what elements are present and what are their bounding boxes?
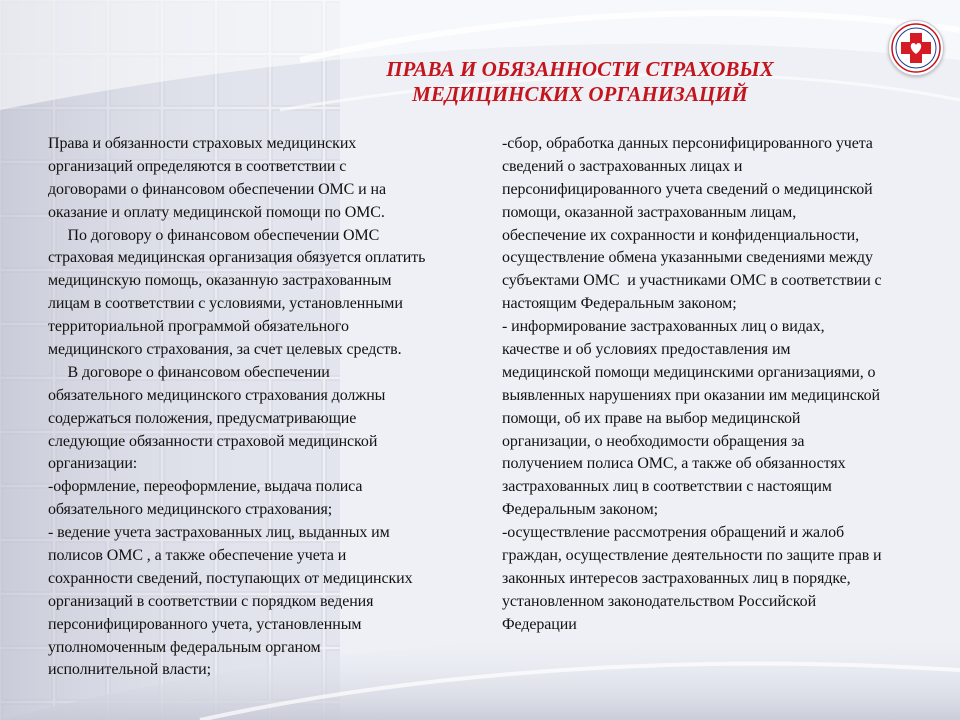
text-line: обеспечение их сохранности и конфиденциальности, [502,226,860,244]
text-line: выявленных нарушениях при оказании им медицинской [502,386,881,404]
title-line-1: ПРАВА И ОБЯЗАННОСТИ СТРАХОВЫХ [386,57,774,81]
text-line: обязательного медицинского страхования; [48,501,333,519]
text-line: медицинского страхования, за счет целевых средств. [48,341,402,359]
text-line: уполномоченным федеральным органом [48,638,321,656]
text-line: медицинскую помощь, оказанную застрахованным [48,272,392,290]
text-line: субъектами ОМС и участниками ОМС в соответствии с [502,272,882,290]
text-line: получением полиса ОМС, а также об обязанностях [502,455,846,473]
text-line: оказание и оплату медицинской помощи по ОМС. [48,203,385,221]
text-line: помощи, оказанной застрахованным лицам, [502,203,797,221]
text-line: медицинской помощи медицинскими организациями, о [502,363,876,381]
title-line-2: МЕДИЦИНСКИХ ОРГАНИЗАЦИЙ [412,82,748,106]
text-line: - ведение учета застрахованных лиц, выданных им [48,524,390,542]
text-line: граждан, осуществление деятельности по защите прав и [502,547,882,565]
text-line: -оформление, переоформление, выдача полиса [48,478,363,496]
left-text-column [48,133,425,682]
text-line: качестве и об условиях предоставления им [502,341,791,359]
text-line: организации, о необходимости обращения за [502,432,805,450]
text-line: -осуществление рассмотрения обращений и жалоб [502,524,845,542]
text-line: По договору о финансовом обеспечении ОМС [48,226,380,244]
text-line: установленном законодательством Российской [502,592,817,610]
text-line: Права и обязанности страховых медицинских [48,135,357,152]
text-line: полисов ОМС , а также обеспечение учета и [48,547,347,565]
text-line: договорами о финансовом обеспечении ОМС и на [48,180,386,198]
text-line: организаций определяются в соответствии с [48,157,347,175]
text-line: организаций в соответствии с порядком ведения [48,592,374,610]
text-line: исполнительной власти; [48,661,211,679]
text-line: лицам в соответствии с условиями, установленными [48,295,403,313]
slide-title [320,57,840,107]
text-line: персонифицированного учета, установленным [48,615,362,633]
text-line: следующие обязанности страховой медицинской [48,432,378,450]
text-line: осуществление обмена указанными сведениями между [502,249,873,267]
text-line: персонифицированного учета сведений о медицинской [502,180,873,198]
text-line: обязательного медицинского страхования должны [48,386,386,404]
text-line: организации: [48,455,138,473]
text-line: сведений о застрахованных лицах и [502,157,743,175]
text-line: застрахованных лиц в соответствии с настоящим [502,478,832,496]
emblem-logo [888,20,944,76]
text-line: законных интересов застрахованных лиц в порядке, [502,569,851,587]
text-line: страховая медицинская организация обязуется оплатить [48,249,426,267]
text-line: Федеральным законом; [502,501,658,519]
text-line: сохранности сведений, поступающих от медицинских [48,569,413,587]
text-line: - информирование застрахованных лиц о видах, [502,318,825,336]
text-line: Федерации [502,615,577,633]
red-cross-heart-icon [889,21,943,75]
text-line: -сбор, обработка данных персонифицированного учета [502,135,873,152]
text-line: В договоре о финансовом обеспечении [48,363,330,381]
right-text-column [502,133,882,637]
text-line: территориальной программой обязательного [48,318,349,336]
text-line: настоящим Федеральным законом; [502,295,737,313]
text-line: содержаться положения, предусматривающие [48,409,357,427]
text-line: помощи, об их праве на выбор медицинской [502,409,801,427]
